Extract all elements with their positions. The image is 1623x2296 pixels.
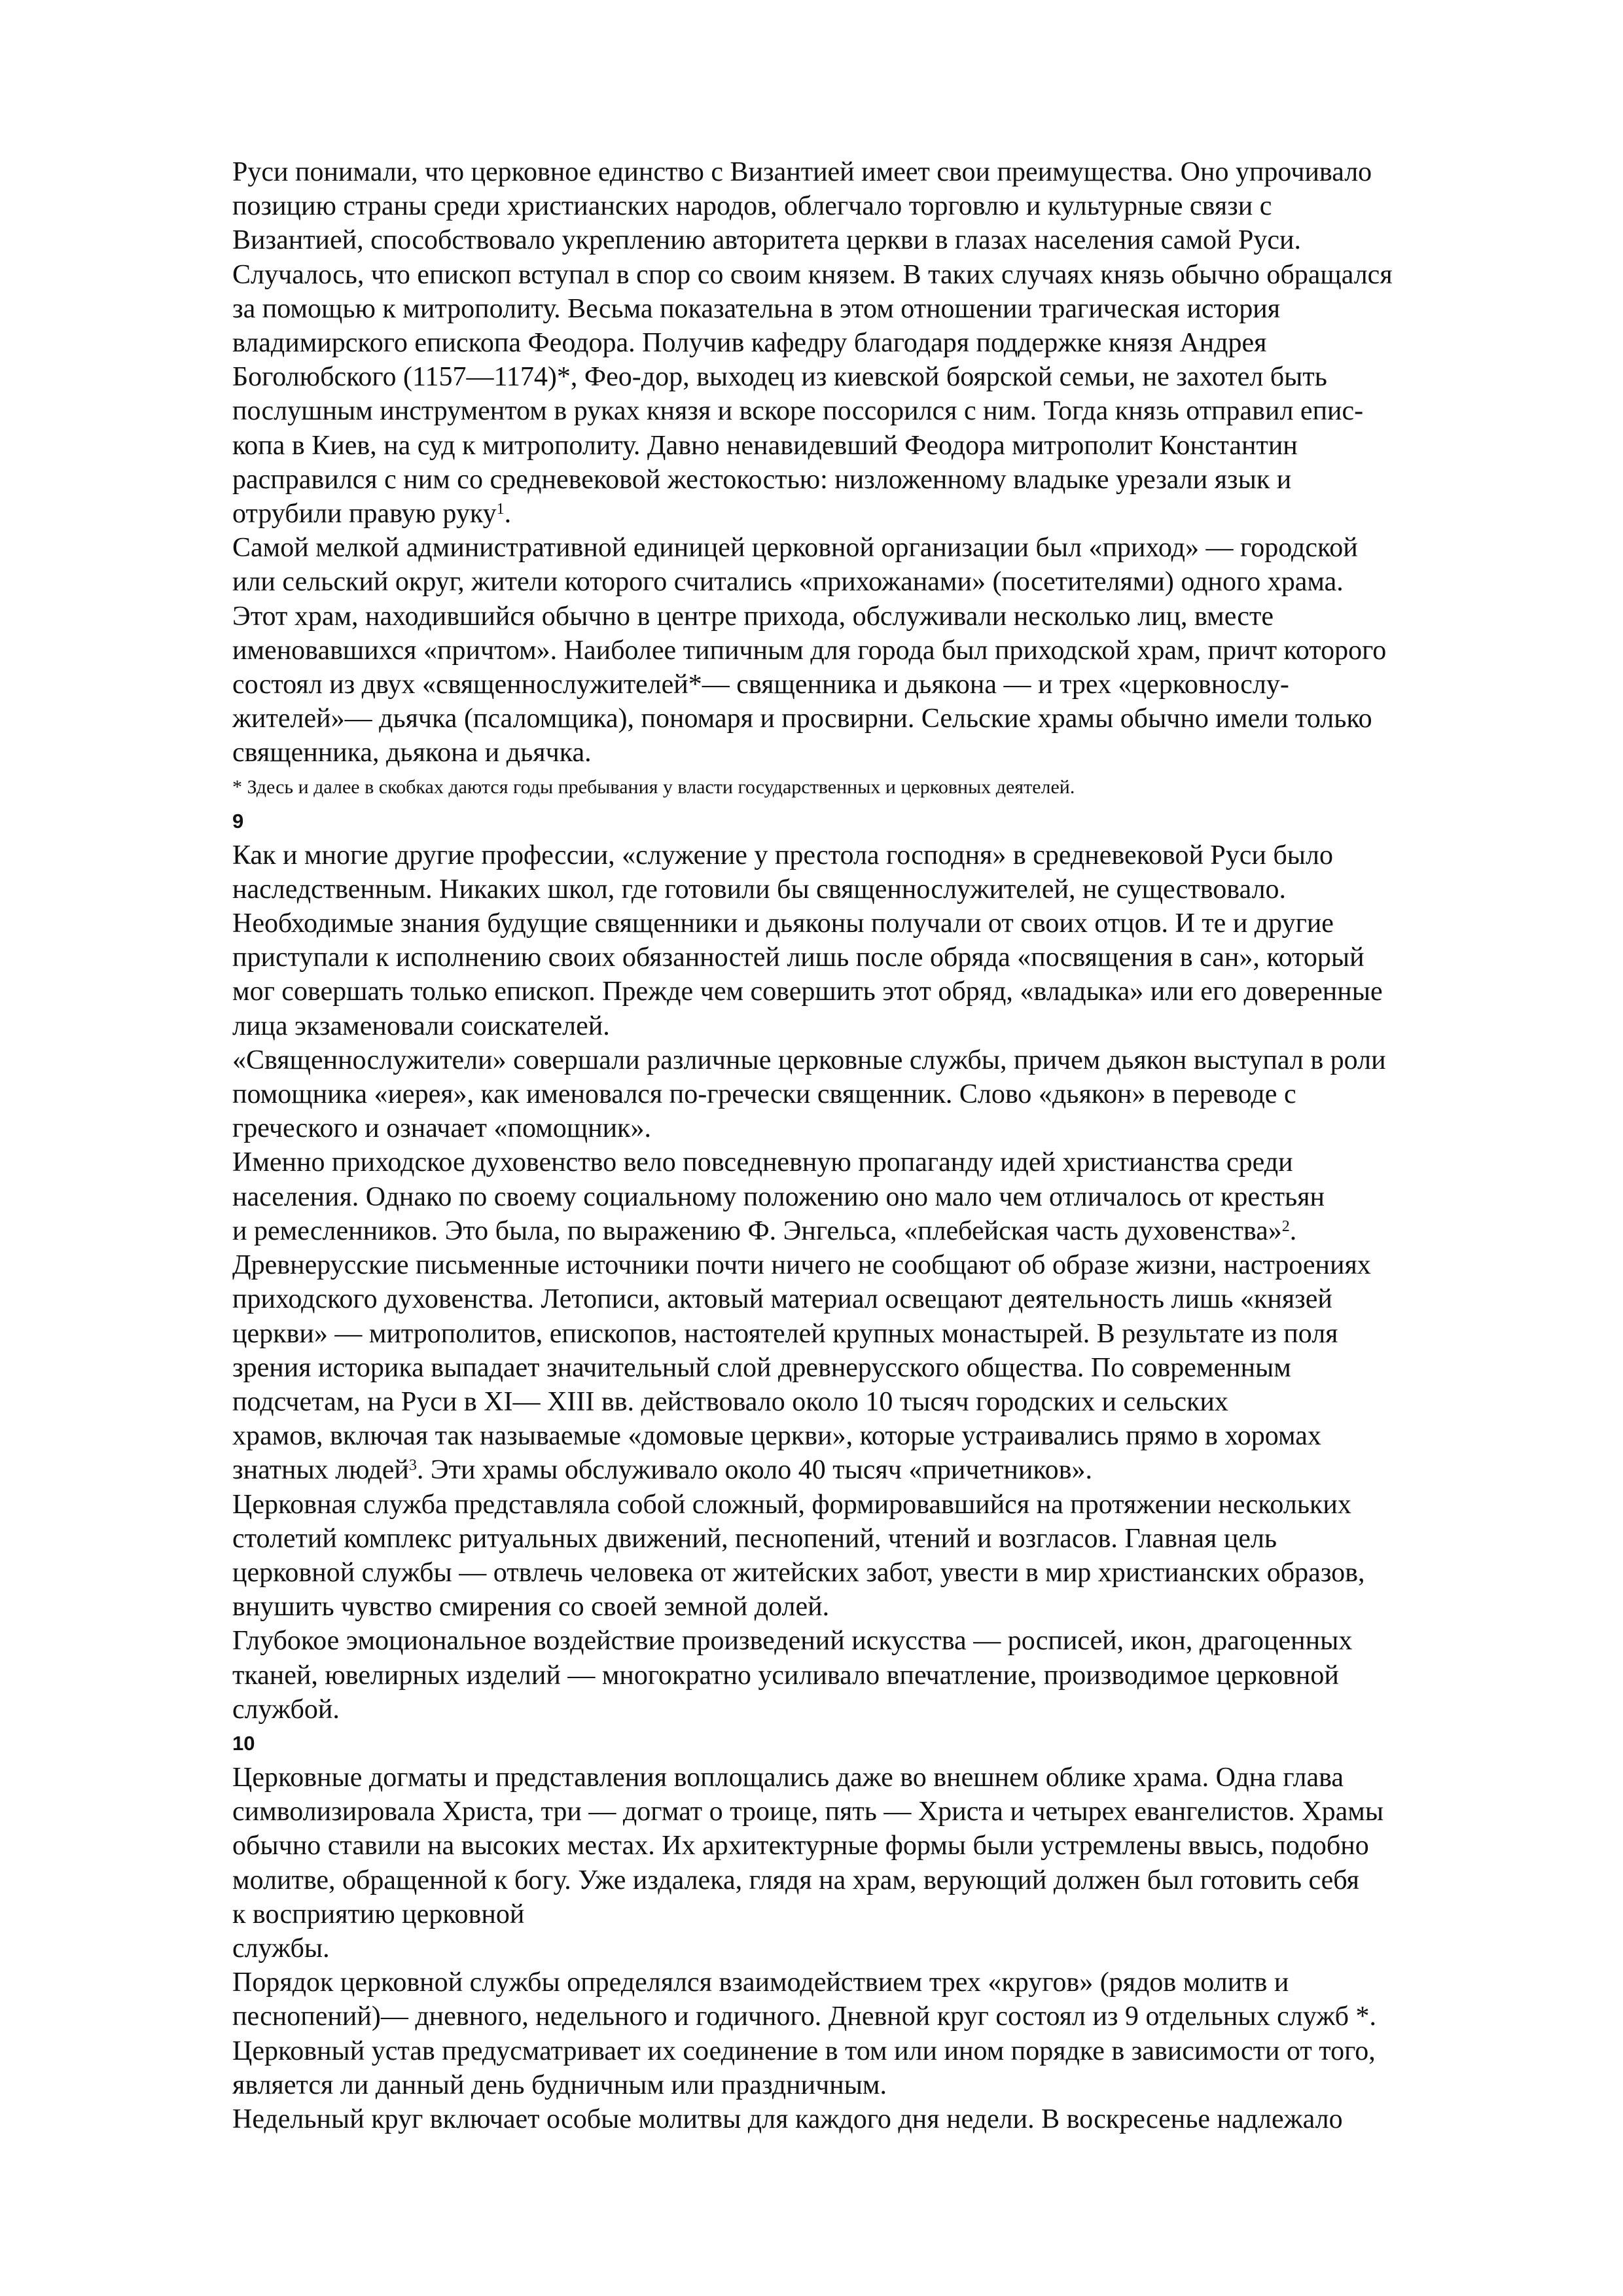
- text-line: к восприятию церковной: [232, 1899, 525, 1929]
- text-line: владимирского епископа Феодора. Получив кафедру благодаря поддержке князя Андрея: [232, 328, 1267, 359]
- text-line: помощника «иерея», как именовался по-гречески священник. Слово «дьякон» в переводе с: [232, 1079, 1296, 1110]
- text-line-segment: .: [1289, 1215, 1297, 1246]
- text-line: Как и многие другие профессии, «служение у престола господня» в средневековой Руси было: [232, 840, 1333, 870]
- text-line: жителей»— дьячка (псаломщика), пономаря и просвирни. Сельские храмы обычно имели только: [232, 704, 1372, 734]
- text-line: церковной службы — отвлечь человека от житейских забот, увести в мир христианских образов,: [232, 1557, 1365, 1588]
- text-line: Боголюбского (1157—1174)*, Фео-дор, выходец из киевской боярской семьи, не захотел быть: [232, 362, 1327, 393]
- footnote-ref: 2: [1281, 1217, 1290, 1235]
- text-line: Церковный устав предусматривает их соединение в том или ином порядке в зависимости от того,: [232, 2036, 1376, 2066]
- paragraph: [232, 1624, 1515, 1727]
- text-line: Самой мелкой административной единицей церковной организации был «приход» — городской: [232, 533, 1358, 564]
- text-line: состоял из двух «священнослужителей*— священника и дьякона — и трех «церковнослу-: [232, 670, 1289, 700]
- text-line: внушить чувство смирения со своей земной долей.: [232, 1592, 830, 1623]
- paragraph: [232, 258, 1515, 531]
- footnote-ref: 3: [408, 1457, 417, 1475]
- paragraph: [232, 1043, 1515, 1146]
- text-line: Византией, способствовало укреплению авторитета церкви в глазах населения самой Руси.: [232, 225, 1301, 256]
- text-line: молитве, обращенной к богу. Уже издалека, глядя на храм, верующий должен был готовить себя: [232, 1865, 1359, 1895]
- text-line: за помощью к митрополиту. Весьма показательна в этом отношении трагическая история: [232, 293, 1281, 324]
- text-line: приходского духовенства. Летописи, актовый материал освещают деятельность лишь «князей: [232, 1284, 1332, 1315]
- text-line: Этот храм, находившийся обычно в центре прихода, обслуживали несколько лиц, вместе: [232, 601, 1274, 632]
- text-line: лица экзаменовали соискателей.: [232, 1011, 610, 1041]
- paragraph: [232, 1761, 1515, 1931]
- text-line: Случалось, что епископ вступал в спор со своим князем. В таких случаях князь обычно обращался: [232, 259, 1393, 290]
- paragraph: [232, 1248, 1515, 1487]
- footnote-ref: 1: [496, 500, 505, 518]
- text-line-segment: знатных людей: [232, 1455, 409, 1486]
- text-line: церкви» — митрополитов, епископов, настоятелей крупных монастырей. В результате из поля: [232, 1318, 1338, 1349]
- page-number: 9: [232, 809, 244, 833]
- text-line: Именно приходское духовенство вело повседневную пропаганду идей христианства среди: [232, 1147, 1293, 1178]
- text-line: Церковные догматы и представления воплощались даже во внешнем облике храма. Одна глава: [232, 1762, 1344, 1793]
- text-line: Необходимые знания будущие священники и дьяконы получали от своих отцов. И те и другие: [232, 908, 1334, 939]
- text-line: или сельский округ, жители которого считались «прихожанами» (посетителями) одного храма.: [232, 567, 1344, 598]
- text-line: тканей, ювелирных изделий — многократно усиливало впечатление, производимое церковной: [232, 1660, 1339, 1691]
- text-line: копа в Киев, на суд к митрополиту. Давно ненавидевший Феодора митрополит Константин: [232, 430, 1298, 461]
- paragraph: [232, 1965, 1515, 2102]
- text-line: расправился с ним со средневековой жестокостью: низложенному владыке урезали язык и: [232, 464, 1292, 495]
- paragraph: [232, 1145, 1515, 1248]
- text-line: священника, дьякона и дьячка.: [232, 738, 592, 768]
- paragraph: [232, 1931, 1515, 1965]
- text-line: обычно ставили на высоких местах. Их архитектурные формы были устремлены ввысь, подобно: [232, 1831, 1369, 1861]
- text-line: приступали к исполнению своих обязанностей лишь после обряда «посвящения в сан», который: [232, 942, 1364, 973]
- text-line: Порядок церковной службы определялся взаимодействием трех «кругов» (рядов молитв и: [232, 1967, 1289, 1998]
- text-line: Руси понимали, что церковное единство с Византией имеет свои преимущества. Оно упрочивало: [232, 157, 1372, 187]
- text-line: песнопений)— дневного, недельного и годичного. Дневной круг состоял из 9 отдельных служб *.: [232, 2001, 1376, 2032]
- paragraph: [232, 1488, 1515, 1624]
- text-line-segment: и ремесленников. Это была, по выражению Ф. Энгельса, «плебейская часть духовенства»: [232, 1215, 1282, 1246]
- paragraph: [232, 531, 1515, 770]
- page-number: 10: [232, 1731, 255, 1755]
- paragraph: [232, 155, 1515, 258]
- document-page: [232, 155, 1515, 2136]
- paragraph: [232, 2102, 1515, 2136]
- text-line-segment: . Эти храмы обслуживало около 40 тысяч «причетников».: [416, 1455, 1092, 1486]
- text-line: Глубокое эмоциональное воздействие произведений искусства — росписей, икон, драгоценных: [232, 1626, 1353, 1657]
- text-line: греческого и означает «помощник».: [232, 1113, 651, 1144]
- text-line: населения. Однако по своему социальному положению оно мало чем отличалось от крестьян: [232, 1181, 1325, 1212]
- text-line: Недельный круг включает особые молитвы для каждого дня недели. В воскресенье надлежало: [232, 2104, 1343, 2134]
- text-line: именовавшихся «причтом». Наиболее типичным для города был приходской храм, причт которого: [232, 635, 1387, 666]
- text-line: послушным инструментом в руках князя и вскоре поссорился с ним. Тогда князь отправил епис-: [232, 396, 1364, 427]
- text-line: подсчетам, на Руси в XI— XIII вв. действовало около 10 тысяч городских и сельских: [232, 1386, 1228, 1417]
- text-line-with-footnote-ref: [232, 1453, 1515, 1487]
- text-line: Церковная служба представляла собой сложный, формировавшийся на протяжении нескольких: [232, 1489, 1351, 1520]
- text-line: является ли данный день будничным или праздничным.: [232, 2070, 887, 2100]
- text-line-segment: .: [504, 499, 512, 529]
- text-line: столетий комплекс ритуальных движений, песнопений, чтений и возгласов. Главная цель: [232, 1523, 1277, 1554]
- text-line: Древнерусские письменные источники почти ничего не сообщают об образе жизни, настроениях: [232, 1250, 1371, 1281]
- text-line-with-footnote-ref: [232, 497, 1515, 531]
- text-line-with-footnote-ref: [232, 1214, 1515, 1248]
- text-line: наследственным. Никаких школ, где готовили бы священнослужителей, не существовало.: [232, 874, 1287, 905]
- text-line: зрения историка выпадает значительный слой древнерусского общества. По современным: [232, 1352, 1291, 1383]
- text-line-segment: отрубили правую руку: [232, 499, 497, 529]
- text-line: храмов, включая так называемые «домовые церкви», которые устраивались прямо в хоромах: [232, 1421, 1321, 1452]
- text-line: службой.: [232, 1694, 340, 1725]
- text-line: мог совершать только епископ. Прежде чем совершить этот обряд, «владыка» или его доверенные: [232, 977, 1383, 1007]
- text-line: символизировала Христа, три — догмат о троице, пять — Христа и четырех евангелистов. Храмы: [232, 1797, 1384, 1827]
- footnote: * Здесь и далее в скобках даются годы пребывания у власти государственных и церковных деятелей.: [232, 776, 1075, 798]
- text-line: позицию страны среди христианских народов, облегчало торговлю и культурные связи с: [232, 191, 1272, 222]
- paragraph: [232, 838, 1515, 1043]
- text-line: службы.: [232, 1933, 330, 1964]
- text-line: «Священнослужители» совершали различные церковные службы, причем дьякон выступал в роли: [232, 1045, 1386, 1075]
